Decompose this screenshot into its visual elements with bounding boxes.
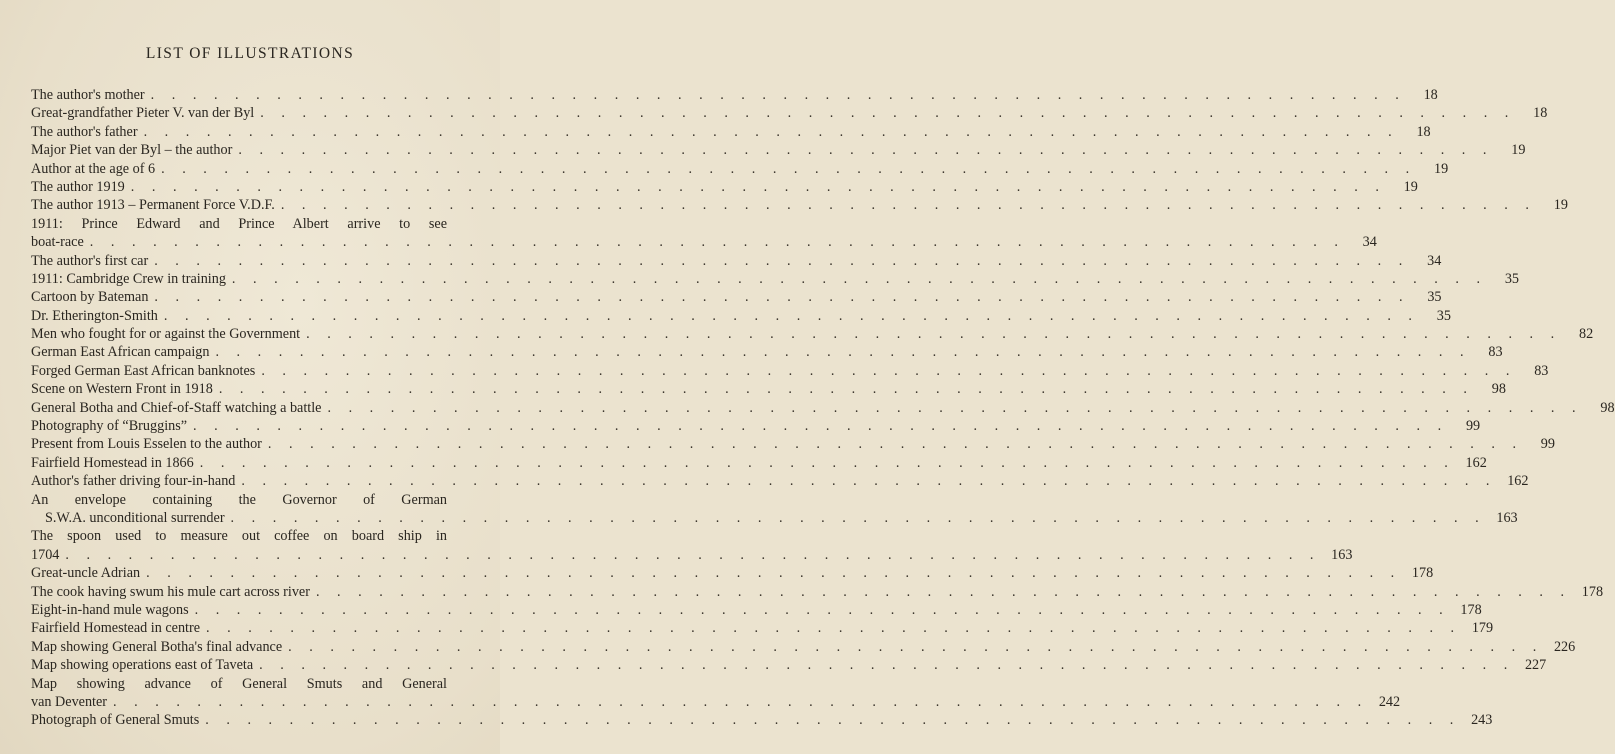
dot-leader: . . . . . . . . . . . . . . . . . . . . . . . . . . . . . . . . . . . . . . . . . . . . . . . . . . . . . . . . . . . .	[260, 105, 1516, 122]
page-number: 99	[1540, 436, 1555, 453]
dot-leader: . . . . . . . . . . . . . . . . . . . . . . . . . . . . . . . . . . . . . . . . . . . . . . . . . . . . . . . . . . . .	[280, 197, 1536, 214]
list-item	[31, 123, 1431, 141]
dot-leader: . . . . . . . . . . . . . . . . . . . . . . . . . . . . . . . . . . . . . . . . . . . . . . . . . . . . . . . . . . . .	[206, 620, 1462, 637]
list-item	[31, 601, 1482, 619]
list-item	[31, 454, 1487, 472]
entry-caption: German East African campaign	[31, 344, 210, 361]
list-item	[31, 307, 1451, 325]
list-item	[31, 527, 1353, 564]
list-item	[31, 141, 1526, 159]
dot-leader: . . . . . . . . . . . . . . . . . . . . . . . . . . . . . . . . . . . . . . . . . . . . . . . . . . . . . . . . . . . .	[143, 123, 1399, 140]
dot-leader: . . . . . . . . . . . . . . . . . . . . . . . . . . . . . . . . . . . . . . . . . . . . . . . . . . . . . . . . . . . .	[113, 693, 1369, 710]
dot-leader: . . . . . . . . . . . . . . . . . . . . . . . . . . . . . . . . . . . . . . . . . . . . . . . . . . . . . . . . . . . .	[238, 142, 1494, 159]
page-number: 179	[1471, 620, 1494, 637]
entry-caption: Fairfield Homestead in centre	[31, 620, 201, 637]
entry-caption-first-line: Map showing advance of General Smuts and General	[31, 675, 447, 692]
dot-leader: . . . . . . . . . . . . . . . . . . . . . . . . . . . . . . . . . . . . . . . . . . . . . . . . . . . . . . . . . . . .	[267, 436, 1523, 453]
illustrations-list	[31, 86, 1615, 730]
dot-leader: . . . . . . . . . . . . . . . . . . . . . . . . . . . . . . . . . . . . . . . . . . . . . . . . . . . . . . . . . . . .	[218, 381, 1474, 398]
list-item	[31, 215, 1377, 252]
list-item	[31, 362, 1549, 380]
dot-leader: . . . . . . . . . . . . . . . . . . . . . . . . . . . . . . . . . . . . . . . . . . . . . . . . . . . . . . . . . . . .	[154, 289, 1410, 306]
dot-leader: . . . . . . . . . . . . . . . . . . . . . . . . . . . . . . . . . . . . . . . . . . . . . . . . . . . . . . . . . . . .	[231, 270, 1487, 287]
page-number: 243	[1471, 712, 1493, 729]
page-number: 98	[1491, 381, 1506, 398]
entry-caption: The author's first car	[31, 252, 149, 269]
entry-caption: The author's mother	[31, 87, 145, 103]
page-number: 227	[1524, 657, 1547, 674]
dot-leader: . . . . . . . . . . . . . . . . . . . . . . . . . . . . . . . . . . . . . . . . . . . . . . . . . . . . . . . . . . . .	[199, 454, 1455, 471]
entry-caption: Photography of “Bruggins”	[31, 418, 188, 435]
entry-caption: Present from Louis Esselen to the author	[31, 436, 262, 453]
entry-caption: Great-grandfather Pieter V. van der Byl	[31, 105, 255, 122]
dot-leader: . . . . . . . . . . . . . . . . . . . . . . . . . . . . . . . . . . . . . . . . . . . . . . . . . . . . . . . . . . . .	[205, 712, 1461, 729]
list-item	[31, 160, 1449, 178]
dot-leader: . . . . . . . . . . . . . . . . . . . . . . . . . . . . . . . . . . . . . . . . . . . . . . . . . . . . . . . . . . . .	[146, 565, 1402, 582]
entry-caption: van Deventer	[31, 693, 108, 710]
page-number: 35	[1504, 270, 1519, 287]
dot-leader: . . . . . . . . . . . . . . . . . . . . . . . . . . . . . . . . . . . . . . . . . . . . . . . . . . . . . . . . . . . .	[150, 87, 1406, 103]
page-number: 19	[1403, 178, 1418, 195]
entry-caption: The author 1919	[31, 178, 125, 195]
list-item	[31, 288, 1442, 306]
entry-caption: boat-race	[31, 234, 84, 251]
dot-leader: . . . . . . . . . . . . . . . . . . . . . . . . . . . . . . . . . . . . . . . . . . . . . . . . . . . . . . . . . . . .	[194, 601, 1450, 618]
entry-caption: 1911: Cambridge Crew in training	[31, 270, 226, 287]
dot-leader: . . . . . . . . . . . . . . . . . . . . . . . . . . . . . . . . . . . . . . . . . . . . . . . . . . . . . . . . . . . .	[130, 178, 1386, 195]
entry-caption: Fairfield Homestead in 1866	[31, 454, 194, 471]
page-number: 83	[1488, 344, 1503, 361]
page-number: 163	[1331, 546, 1353, 563]
page-number: 178	[1411, 565, 1434, 582]
list-item	[31, 252, 1442, 270]
page-number: 242	[1378, 693, 1401, 710]
page-title: LIST OF ILLUSTRATIONS	[145, 45, 355, 62]
list-item	[31, 675, 1401, 712]
list-item	[31, 656, 1547, 674]
dot-leader: . . . . . . . . . . . . . . . . . . . . . . . . . . . . . . . . . . . . . . . . . . . . . . . . . . . . . . . . . . . .	[89, 234, 1345, 251]
entry-caption: Scene on Western Front in 1918	[31, 381, 213, 398]
entry-caption: The cook having swum his mule cart across river	[31, 583, 310, 600]
entry-caption-first-line: 1911: Prince Edward and Prince Albert arrive to see	[31, 215, 447, 232]
page-number: 34	[1427, 252, 1442, 269]
page-number: 18	[1533, 105, 1548, 122]
entry-caption: Forged German East African banknotes	[31, 362, 256, 379]
entry-caption: Cartoon by Bateman	[31, 289, 149, 306]
dot-leader: . . . . . . . . . . . . . . . . . . . . . . . . . . . . . . . . . . . . . . . . . . . . . . . . . . . . . . . . . . . .	[161, 160, 1417, 177]
dot-leader: . . . . . . . . . . . . . . . . . . . . . . . . . . . . . . . . . . . . . . . . . . . . . . . . . . . . . . . . . . . .	[193, 418, 1449, 435]
list-item	[31, 178, 1418, 196]
entry-caption-first-line: The spoon used to measure out coffee on board ship in	[31, 528, 447, 545]
page-number: 178	[1581, 583, 1604, 600]
dot-leader: . . . . . . . . . . . . . . . . . . . . . . . . . . . . . . . . . . . . . . . . . . . . . . . . . . . . . . . . . . . .	[230, 509, 1486, 526]
page-number: 162	[1465, 454, 1487, 471]
entry-caption: 1704	[31, 546, 60, 563]
page-number: 35	[1436, 307, 1451, 324]
page-number: 19	[1434, 160, 1449, 177]
list-item	[31, 270, 1519, 288]
page-number: 83	[1534, 362, 1549, 379]
page-number: 82	[1579, 326, 1594, 343]
list-item	[31, 104, 1548, 122]
page-number: 18	[1416, 123, 1431, 140]
list-item	[31, 638, 1576, 656]
list-item	[31, 86, 1438, 104]
entry-caption-first-line: An envelope containing the Governor of German	[31, 491, 447, 508]
list-item	[31, 711, 1493, 729]
list-item	[31, 380, 1506, 398]
entry-caption: Map showing General Botha's final advance	[31, 638, 283, 655]
dot-leader: . . . . . . . . . . . . . . . . . . . . . . . . . . . . . . . . . . . . . . . . . . . . . . . . . . . . . . . . . . . .	[259, 657, 1515, 674]
dot-leader: . . . . . . . . . . . . . . . . . . . . . . . . . . . . . . . . . . . . . . . . . . . . . . . . . . . . . . . . . . . .	[261, 362, 1517, 379]
entry-caption: S.W.A. unconditional surrender	[45, 509, 225, 526]
list-item	[31, 435, 1555, 453]
page-number: 19	[1511, 142, 1526, 159]
dot-leader: . . . . . . . . . . . . . . . . . . . . . . . . . . . . . . . . . . . . . . . . . . . . . . . . . . . . . . . . . . . .	[327, 399, 1583, 416]
page-number: 162	[1507, 473, 1529, 490]
list-item	[31, 399, 1615, 417]
page-number: 18	[1423, 87, 1438, 103]
dot-leader: . . . . . . . . . . . . . . . . . . . . . . . . . . . . . . . . . . . . . . . . . . . . . . . . . . . . . . . . . . . .	[154, 252, 1410, 269]
page-number: 34	[1362, 234, 1377, 251]
list-item	[31, 619, 1494, 637]
list-item	[31, 472, 1529, 490]
page-number: 99	[1465, 418, 1481, 435]
entry-caption: Dr. Etherington-Smith	[31, 307, 158, 324]
entry-caption: Major Piet van der Byl – the author	[31, 142, 233, 159]
dot-leader: . . . . . . . . . . . . . . . . . . . . . . . . . . . . . . . . . . . . . . . . . . . . . . . . . . . . . . . . . . . .	[65, 546, 1321, 563]
page-number: 226	[1553, 638, 1576, 655]
list-item	[31, 196, 1568, 214]
entry-caption: Map showing operations east of Taveta	[31, 657, 254, 674]
list-item	[31, 491, 1518, 528]
list-item	[31, 325, 1594, 343]
entry-caption: Great-uncle Adrian	[31, 565, 141, 582]
page-number: 35	[1427, 289, 1442, 306]
entry-caption: Eight-in-hand mule wagons	[31, 601, 189, 618]
entry-caption: Men who fought for or against the Government	[31, 326, 301, 343]
dot-leader: . . . . . . . . . . . . . . . . . . . . . . . . . . . . . . . . . . . . . . . . . . . . . . . . . . . . . . . . . . . .	[163, 307, 1419, 324]
dot-leader: . . . . . . . . . . . . . . . . . . . . . . . . . . . . . . . . . . . . . . . . . . . . . . . . . . . . . . . . . . . .	[241, 473, 1497, 490]
list-item	[31, 583, 1604, 601]
entry-caption: The author 1913 – Permanent Force V.D.F.	[31, 197, 275, 214]
list-item	[31, 343, 1503, 361]
page-number: 178	[1460, 601, 1482, 618]
page-number: 163	[1496, 509, 1518, 526]
list-item	[31, 417, 1481, 435]
list-item	[31, 564, 1434, 582]
entry-caption: Author at the age of 6	[31, 160, 156, 177]
entry-caption: General Botha and Chief-of-Staff watching a battle	[31, 399, 322, 416]
entry-caption: Author's father driving four-in-hand	[31, 473, 236, 490]
entry-caption: The author's father	[31, 123, 138, 140]
dot-leader: . . . . . . . . . . . . . . . . . . . . . . . . . . . . . . . . . . . . . . . . . . . . . . . . . . . . . . . . . . . .	[288, 638, 1544, 655]
entry-caption: Photograph of General Smuts	[31, 712, 200, 729]
page-number: 98	[1600, 399, 1615, 416]
dot-leader: . . . . . . . . . . . . . . . . . . . . . . . . . . . . . . . . . . . . . . . . . . . . . . . . . . . . . . . . . . . .	[315, 583, 1572, 600]
dot-leader: . . . . . . . . . . . . . . . . . . . . . . . . . . . . . . . . . . . . . . . . . . . . . . . . . . . . . . . . . . . .	[306, 326, 1562, 343]
dot-leader: . . . . . . . . . . . . . . . . . . . . . . . . . . . . . . . . . . . . . . . . . . . . . . . . . . . . . . . . . . . .	[215, 344, 1471, 361]
page-number: 19	[1553, 197, 1568, 214]
